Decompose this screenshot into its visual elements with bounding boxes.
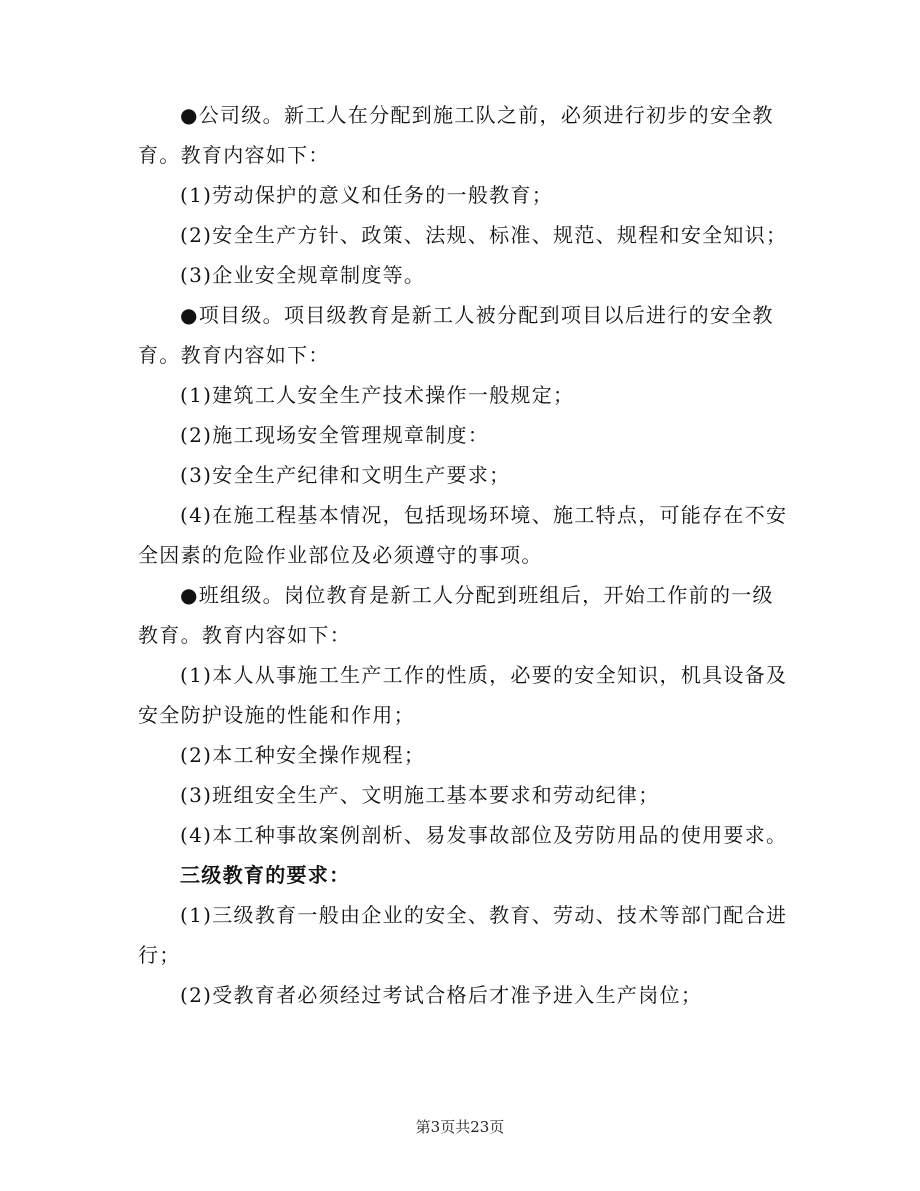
list-item-cont: 全因素的危险作业部位及必须遵守的事项。 <box>138 543 543 567</box>
list-item: (1)建筑工人安全生产技术操作一般规定； <box>180 383 575 407</box>
list-item: (4)本工种事故案例剖析、易发事故部位及劳防用品的使用要求。 <box>180 823 788 847</box>
paragraph-company-level: ●公司级。新工人在分配到施工队之前，必须进行初步的安全教 <box>180 103 774 127</box>
list-item: (1)本人从事施工生产工作的性质，必要的安全知识，机具设备及 <box>180 663 788 687</box>
list-item: (3)安全生产纪律和文明生产要求； <box>180 463 511 487</box>
list-item-cont: 安全防护设施的性能和作用； <box>138 703 415 727</box>
list-item: (3)班组安全生产、文明施工基本要求和劳动纪律； <box>180 783 660 807</box>
list-item: (2)本工种安全操作规程； <box>180 743 426 767</box>
paragraph-team-level-cont: 教育。教育内容如下： <box>138 623 351 647</box>
paragraph-team-level: ●班组级。岗位教育是新工人分配到班组后，开始工作前的一级 <box>180 583 774 607</box>
list-item: (2)受教育者必须经过考试合格后才准予进入生产岗位； <box>180 983 703 1007</box>
list-item: (1)三级教育一般由企业的安全、教育、劳动、技术等部门配合进 <box>180 903 788 927</box>
page-number: 第3页共23页 <box>415 1118 505 1136</box>
list-item: (1)劳动保护的意义和任务的一般教育； <box>180 183 554 207</box>
list-item-cont: 行； <box>138 943 181 967</box>
list-item: (2)施工现场安全管理规章制度： <box>180 423 490 447</box>
paragraph-project-level: ●项目级。项目级教育是新工人被分配到项目以后进行的安全教 <box>180 303 774 327</box>
paragraph-company-level-cont: 育。教育内容如下： <box>138 143 330 167</box>
list-item: (4)在施工程基本情况，包括现场环境、施工特点，可能存在不安 <box>180 503 788 527</box>
document-body <box>138 101 788 1021</box>
list-item: (2)安全生产方针、政策、法规、标准、规范、规程和安全知识； <box>180 223 788 247</box>
paragraph-project-level-cont: 育。教育内容如下： <box>138 343 330 367</box>
list-item: (3)企业安全规章制度等。 <box>180 263 426 287</box>
section-heading: 三级教育的要求： <box>180 863 351 887</box>
